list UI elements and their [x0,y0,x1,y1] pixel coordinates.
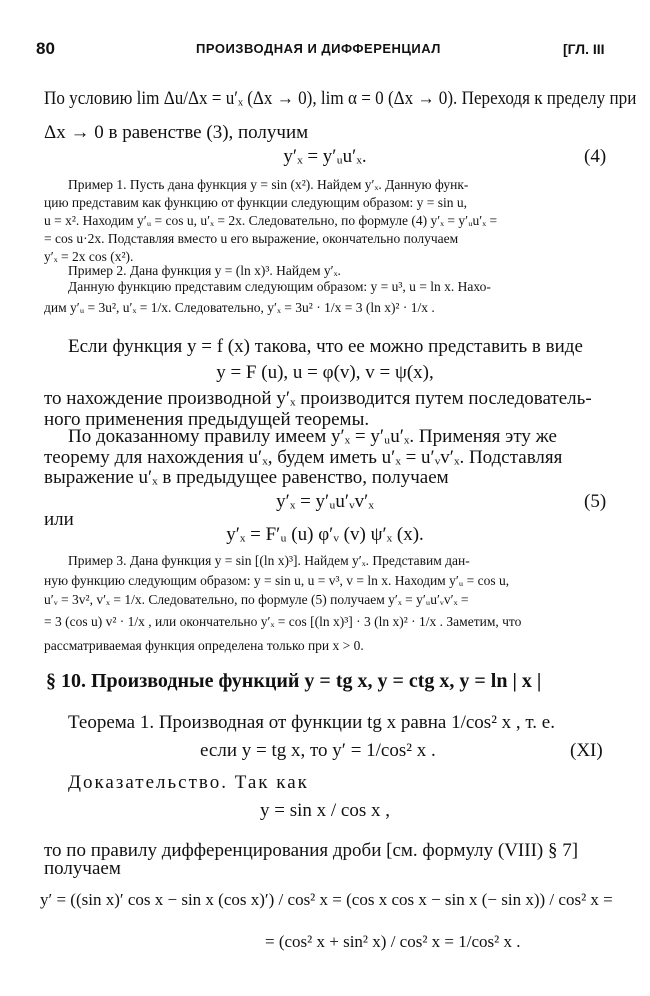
equation-number: (4) [584,146,607,167]
theorem-line: если y = tg x, то y′ = 1/cos² x . [200,740,436,761]
formula-4: y′ₓ = y′ᵤu′ₓ. [283,146,367,167]
example-line: рассматриваемая функция определена только при x > 0. [44,638,364,653]
example-line: u′ᵥ = 3v², v′ₓ = 1/x. Следовательно, по формуле (5) получаем y′ₓ = y′ᵤu′ᵥv′ₓ = [44,592,469,607]
text-line: теорему для нахождения u′ₓ, будем иметь u′ₓ = u′ᵥv′ₓ. Подставляя [44,447,563,468]
chapter-label: [ГЛ. III [563,41,605,57]
text-line: Δx → 0 в равенстве (3), получим [44,122,309,143]
text-line: то по правилу дифференцирования дроби [см. формулу (VIII) § 7] [44,840,579,861]
example-line: u = x². Находим y′ᵤ = cos u, u′ₓ = 2x. Следовательно, по формуле (4) y′ₓ = y′ᵤu′ₓ = [44,213,498,228]
proof-heading: Доказательство. Так как [68,772,309,793]
page-number: 80 [36,39,55,58]
text-line: По условию lim Δu/Δx = u′ₓ (Δx → 0), lim α = 0 (Δx → 0). Переходя к пределу при [44,88,637,109]
text-line: По доказанному правилу имеем y′ₓ = y′ᵤu′ₓ. Применяя эту же [68,426,557,447]
formula-tg: y = sin x / cos x , [260,800,390,821]
formula-result: = (cos² x + sin² x) / cos² x = 1/cos² x . [265,932,521,951]
text-line: выражение u′ₓ в предыдущее равенство, получаем [44,467,449,488]
example-line: цию представим как функцию от функции следующим образом: y = sin u, [44,195,468,210]
text-line: Если функция y = f (x) такова, что ее можно представить в виде [68,336,583,357]
example-line: Данную функцию представим следующим образом: y = u³, u = ln x. Нахо- [68,279,491,294]
text-line: или [44,509,74,530]
equation-number: (XI) [570,740,603,761]
example-line: дим y′ᵤ = 3u², u′ₓ = 1/x. Следовательно, y′ₓ = 3u² · 1/x = 3 (ln x)² · 1/x . [44,300,435,315]
example-line: y′ₓ = 2x cos (x²). [44,249,134,264]
example-line: Пример 1. Пусть дана функция y = sin (x²). Найдем y′ₓ. Данную функ- [68,177,469,192]
formula-derivative: y′ = ((sin x)′ cos x − sin x (cos x)′) / cos² x = (cos x cos x − sin x (− sin x)) / cos² x = [40,890,613,909]
formula-chain: y′ₓ = F′ᵤ (u) φ′ᵥ (v) ψ′ₓ (x). [226,524,424,545]
example-line: = cos u·2x. Подставляя вместо u его выражение, окончательно получаем [44,231,459,246]
example-line: = 3 (cos u) v² · 1/x , или окончательно y′ₓ = cos [(ln x)³] · 3 (ln x)² · 1/x . Заметим, что [44,614,522,629]
running-title: ПРОИЗВОДНАЯ И ДИФФЕРЕНЦИАЛ [196,41,441,56]
equation-number: (5) [584,491,607,512]
text-line: то нахождение производной y′ₓ производится путем последователь- [44,388,592,409]
section-heading: § 10. Производные функций y = tg x, y = ctg x, y = ln | x | [46,670,542,692]
text-line: ного применения предыдущей теоремы. [44,409,370,430]
theorem-line: Теорема 1. Производная от функции tg x равна 1/cos² x , т. е. [68,712,555,733]
example-line: Пример 2. Дана функция y = (ln x)³. Найдем y′ₓ. [68,263,341,278]
formula-composition: y = F (u), u = φ(v), v = ψ(x), [216,362,434,383]
formula-5: y′ₓ = y′ᵤu′ᵥv′ₓ [276,491,374,512]
text-line: получаем [44,858,121,879]
example-line: Пример 3. Дана функция y = sin [(ln x)³]. Найдем y′ₓ. Представим дан- [68,553,470,568]
example-line: ную функцию следующим образом: y = sin u, u = v³, v = ln x. Находим y′ᵤ = cos u, [44,573,510,588]
